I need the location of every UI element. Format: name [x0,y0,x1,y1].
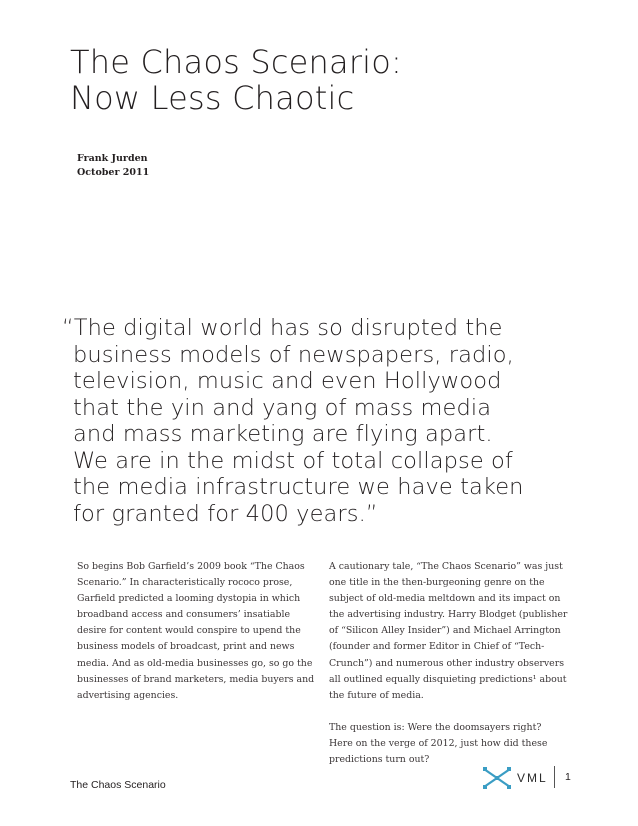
body-column-left [77,559,314,704]
body-line: Garfield predicted a looming dystopia in which [77,593,301,605]
brand-wordmark: VML [517,771,548,785]
publication-date: October 2011 [77,167,150,178]
body-line: predictions turn out? [329,754,430,766]
body-line: Here on the verge of 2012, just how did these [329,738,548,750]
quote-line: We are in the midst of total collapse of [73,447,513,474]
quote-line: and mass marketing are flying apart. [73,421,493,447]
body-line: the advertising industry. Harry Blodget (publisher [329,609,568,621]
body-line: the future of media. [329,689,424,701]
body-line: all outlined equally disquieting predictions¹ about [329,673,567,685]
footer-divider [554,766,555,788]
body-line: Scenario.” In characteristically rococo prose, [77,577,293,589]
quote-line: business models of newspapers, radio, [73,341,514,368]
quote-line: for granted for 400 years.” [73,500,378,527]
document-title [70,44,402,116]
page-number: 1 [565,771,571,783]
byline [77,152,149,180]
paragraph-gap [329,704,567,720]
pull-quote [62,315,524,527]
body-line: advertising agencies. [77,689,179,701]
quote-line: the media infrastructure we have taken [73,474,524,500]
body-line: business models of broadcast, print and news [77,641,295,653]
quote-line: television, music and even Hollywood [73,368,502,394]
body-line: desire for content would conspire to upend the [77,625,301,637]
body-line: media. And as old-media businesses go, so go the [77,657,313,669]
body-line: broadband access and consumers’ insatiable [77,609,290,621]
body-line: Crunch”) and numerous other industry observers [329,657,565,669]
body-line: of “Silicon Alley Insider”) and Michael Arrington [329,625,561,637]
body-line: businesses of brand marketers, media buyers and [77,673,315,685]
body-line: (founder and former Editor in Chief of “Tech- [329,641,545,653]
author-name: Frank Jurden [77,153,148,164]
title-line-1: The Chaos Scenario: [70,43,403,81]
quote-line: that the yin and yang of mass media [73,394,492,421]
vml-logo-icon [483,767,511,789]
body-line: So begins Bob Garfield’s 2009 book “The Chaos [77,561,305,572]
title-line-2: Now Less Chaotic [70,79,355,117]
footer-label: The Chaos Scenario [70,779,166,791]
body-line: one title in the then-burgeoning genre on the [329,577,545,589]
body-line: The question is: Were the doomsayers right? [329,721,542,733]
body-column-right [329,559,567,768]
body-line: subject of old-media meltdown and its impact on [329,593,561,605]
quote-line: “The digital world has so disrupted the [62,315,503,341]
body-line: A cautionary tale, “The Chaos Scenario” was just [329,561,563,572]
